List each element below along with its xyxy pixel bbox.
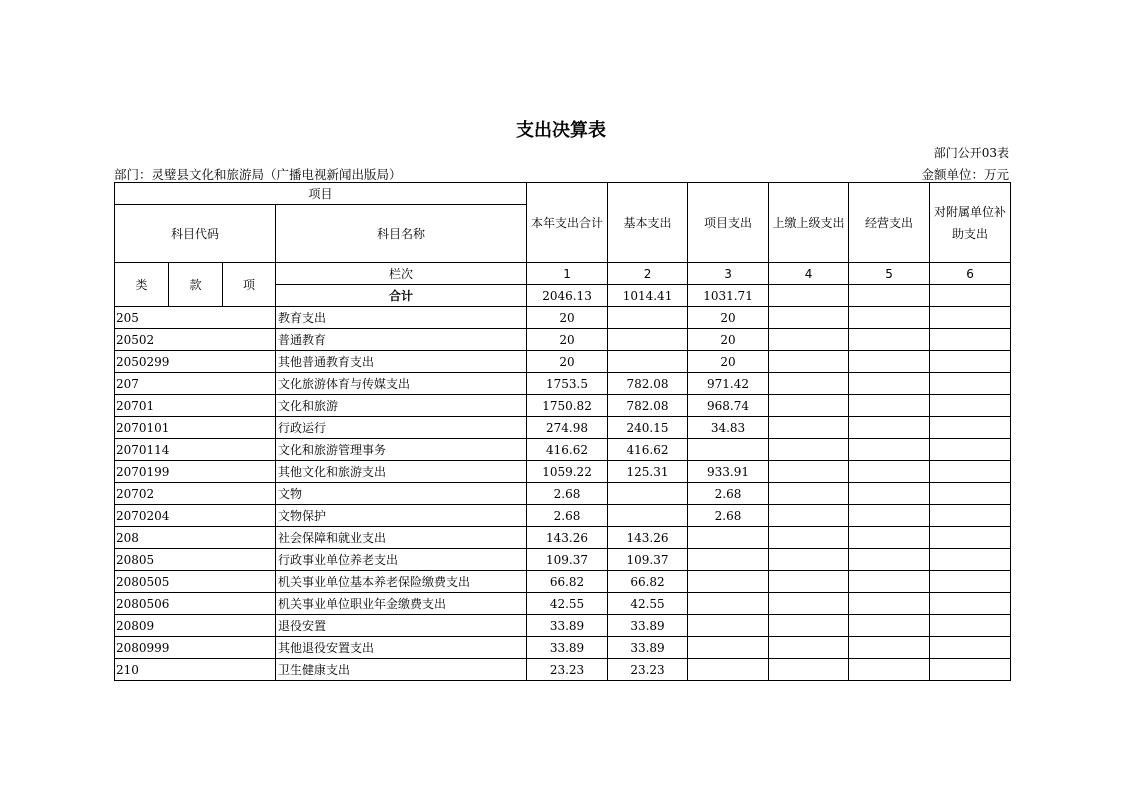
total-value: [849, 285, 930, 307]
amount-cell: [930, 417, 1011, 439]
amount-cell: [769, 571, 849, 593]
amount-cell: 2.68: [688, 505, 769, 527]
amount-cell: 109.37: [527, 549, 608, 571]
amount-cell: [769, 417, 849, 439]
amount-cell: 143.26: [527, 527, 608, 549]
amount-cell: [849, 417, 930, 439]
amount-cell: 20: [688, 329, 769, 351]
subject-code: 2070114: [115, 439, 276, 461]
col-num: 1: [527, 263, 608, 285]
amount-cell: [849, 329, 930, 351]
amount-cell: 2.68: [688, 483, 769, 505]
subject-code: 2080505: [115, 571, 276, 593]
subject-name: 教育支出: [276, 307, 527, 329]
header-lei: 类: [115, 263, 169, 307]
amount-cell: [608, 329, 688, 351]
total-value: 2046.13: [527, 285, 608, 307]
table-row: [115, 593, 1011, 615]
amount-cell: [608, 483, 688, 505]
department-label: 部门：灵璧县文化和旅游局（广播电视新闻出版局）: [114, 167, 402, 182]
amount-cell: [769, 373, 849, 395]
amount-cell: 968.74: [688, 395, 769, 417]
header-business-expense: 经营支出: [849, 183, 930, 263]
amount-cell: [930, 351, 1011, 373]
col-num: 3: [688, 263, 769, 285]
subject-code: 20701: [115, 395, 276, 417]
amount-cell: [930, 395, 1011, 417]
subject-name: 其他普通教育支出: [276, 351, 527, 373]
amount-cell: [849, 505, 930, 527]
expense-table: [114, 182, 1011, 681]
header-subsidy-affiliated: 对附属单位补助支出: [930, 183, 1011, 263]
amount-cell: [769, 505, 849, 527]
page-title: 支出决算表: [516, 120, 606, 141]
amount-cell: [930, 637, 1011, 659]
amount-cell: [849, 307, 930, 329]
amount-cell: 20: [527, 329, 608, 351]
table-row: [115, 637, 1011, 659]
amount-cell: [688, 615, 769, 637]
header-item: 项目: [115, 183, 527, 205]
table-row: [115, 461, 1011, 483]
amount-cell: 416.62: [527, 439, 608, 461]
amount-cell: [930, 483, 1011, 505]
amount-cell: [849, 351, 930, 373]
amount-cell: [688, 549, 769, 571]
subject-code: 20809: [115, 615, 276, 637]
subject-code: 205: [115, 307, 276, 329]
amount-cell: [608, 307, 688, 329]
table-row: [115, 615, 1011, 637]
amount-cell: 1059.22: [527, 461, 608, 483]
amount-cell: 782.08: [608, 373, 688, 395]
total-value: [930, 285, 1011, 307]
amount-cell: [849, 659, 930, 681]
amount-cell: [930, 571, 1011, 593]
amount-cell: 33.89: [608, 615, 688, 637]
amount-cell: 23.23: [608, 659, 688, 681]
header-project-expense: 项目支出: [688, 183, 769, 263]
amount-cell: [769, 615, 849, 637]
table-row: [115, 549, 1011, 571]
subject-code: 2070204: [115, 505, 276, 527]
subject-code: 20805: [115, 549, 276, 571]
amount-cell: [769, 395, 849, 417]
subject-code: 210: [115, 659, 276, 681]
amount-cell: [769, 329, 849, 351]
amount-cell: [930, 461, 1011, 483]
subject-code: 208: [115, 527, 276, 549]
amount-cell: [930, 505, 1011, 527]
table-row: [115, 439, 1011, 461]
subject-code: 2050299: [115, 351, 276, 373]
amount-cell: 33.89: [527, 615, 608, 637]
amount-cell: [849, 571, 930, 593]
amount-cell: 416.62: [608, 439, 688, 461]
amount-cell: [849, 593, 930, 615]
amount-cell: [608, 505, 688, 527]
subject-code: 20502: [115, 329, 276, 351]
amount-cell: 66.82: [527, 571, 608, 593]
amount-cell: [688, 439, 769, 461]
amount-cell: [930, 307, 1011, 329]
amount-cell: [930, 329, 1011, 351]
table-row: [115, 659, 1011, 681]
header-column-index: 栏次: [276, 263, 527, 285]
col-num: 4: [769, 263, 849, 285]
amount-cell: [769, 637, 849, 659]
amount-cell: [849, 373, 930, 395]
amount-cell: 20: [527, 307, 608, 329]
subject-name: 退役安置: [276, 615, 527, 637]
amount-cell: 933.91: [688, 461, 769, 483]
amount-cell: 33.89: [608, 637, 688, 659]
amount-cell: [769, 659, 849, 681]
amount-cell: [769, 439, 849, 461]
subject-name: 普通教育: [276, 329, 527, 351]
header-subject-code: 科目代码: [115, 205, 276, 263]
amount-cell: [688, 527, 769, 549]
amount-cell: [930, 593, 1011, 615]
subject-name: 其他文化和旅游支出: [276, 461, 527, 483]
amount-cell: 20: [688, 351, 769, 373]
amount-cell: [769, 351, 849, 373]
table-row: [115, 527, 1011, 549]
amount-cell: [930, 615, 1011, 637]
amount-cell: 1753.5: [527, 373, 608, 395]
header-xiang: 项: [223, 263, 276, 307]
amount-cell: 274.98: [527, 417, 608, 439]
total-value: 1014.41: [608, 285, 688, 307]
amount-cell: 20: [527, 351, 608, 373]
table-row: [115, 483, 1011, 505]
amount-cell: [849, 461, 930, 483]
amount-cell: [688, 659, 769, 681]
total-label: 合计: [276, 285, 527, 307]
col-num: 6: [930, 263, 1011, 285]
amount-cell: [769, 549, 849, 571]
amount-cell: 143.26: [608, 527, 688, 549]
amount-unit-label: 金额单位：万元: [921, 167, 1009, 182]
table-row: [115, 505, 1011, 527]
amount-cell: 42.55: [608, 593, 688, 615]
amount-cell: 20: [688, 307, 769, 329]
subject-name: 行政事业单位养老支出: [276, 549, 527, 571]
subject-code: 2070199: [115, 461, 276, 483]
table-row: [115, 307, 1011, 329]
amount-cell: [849, 637, 930, 659]
amount-cell: 109.37: [608, 549, 688, 571]
amount-cell: 2.68: [527, 505, 608, 527]
header-total-expense: 本年支出合计: [527, 183, 608, 263]
table-row: [115, 571, 1011, 593]
amount-cell: [688, 571, 769, 593]
amount-cell: [769, 483, 849, 505]
amount-cell: [930, 373, 1011, 395]
subject-code: 2080999: [115, 637, 276, 659]
amount-cell: [849, 483, 930, 505]
subject-name: 文物: [276, 483, 527, 505]
subject-name: 机关事业单位基本养老保险缴费支出: [276, 571, 527, 593]
amount-cell: [930, 549, 1011, 571]
amount-cell: [930, 527, 1011, 549]
subject-name: 文化和旅游: [276, 395, 527, 417]
subject-code: 20702: [115, 483, 276, 505]
amount-cell: 34.83: [688, 417, 769, 439]
amount-cell: [769, 461, 849, 483]
header-basic-expense: 基本支出: [608, 183, 688, 263]
amount-cell: [608, 351, 688, 373]
subject-name: 文物保护: [276, 505, 527, 527]
subject-code: 207: [115, 373, 276, 395]
amount-cell: 125.31: [608, 461, 688, 483]
form-number: 部门公开03表: [933, 146, 1009, 160]
table-row: [115, 329, 1011, 351]
total-value: 1031.71: [688, 285, 769, 307]
amount-cell: 782.08: [608, 395, 688, 417]
subject-name: 机关事业单位职业年金缴费支出: [276, 593, 527, 615]
col-num: 2: [608, 263, 688, 285]
subject-name: 其他退役安置支出: [276, 637, 527, 659]
amount-cell: [769, 307, 849, 329]
amount-cell: [849, 549, 930, 571]
amount-cell: [769, 527, 849, 549]
subject-code: 2080506: [115, 593, 276, 615]
amount-cell: [849, 527, 930, 549]
subject-name: 社会保障和就业支出: [276, 527, 527, 549]
amount-cell: 971.42: [688, 373, 769, 395]
amount-cell: 240.15: [608, 417, 688, 439]
subject-name: 卫生健康支出: [276, 659, 527, 681]
amount-cell: 2.68: [527, 483, 608, 505]
header-kuan: 款: [169, 263, 223, 307]
table-row: [115, 417, 1011, 439]
subject-name: 文化和旅游管理事务: [276, 439, 527, 461]
total-value: [769, 285, 849, 307]
amount-cell: [849, 439, 930, 461]
amount-cell: [849, 395, 930, 417]
amount-cell: [930, 659, 1011, 681]
amount-cell: [930, 439, 1011, 461]
amount-cell: [769, 593, 849, 615]
amount-cell: [849, 615, 930, 637]
table-row: [115, 351, 1011, 373]
amount-cell: [688, 593, 769, 615]
amount-cell: 66.82: [608, 571, 688, 593]
subject-code: 2070101: [115, 417, 276, 439]
table-row: [115, 395, 1011, 417]
amount-cell: 1750.82: [527, 395, 608, 417]
amount-cell: [688, 637, 769, 659]
col-num: 5: [849, 263, 930, 285]
table-row: [115, 373, 1011, 395]
amount-cell: 23.23: [527, 659, 608, 681]
amount-cell: 33.89: [527, 637, 608, 659]
subject-name: 行政运行: [276, 417, 527, 439]
subject-name: 文化旅游体育与传媒支出: [276, 373, 527, 395]
amount-cell: 42.55: [527, 593, 608, 615]
header-subject-name: 科目名称: [276, 205, 527, 263]
header-remit-superior: 上缴上级支出: [769, 183, 849, 263]
